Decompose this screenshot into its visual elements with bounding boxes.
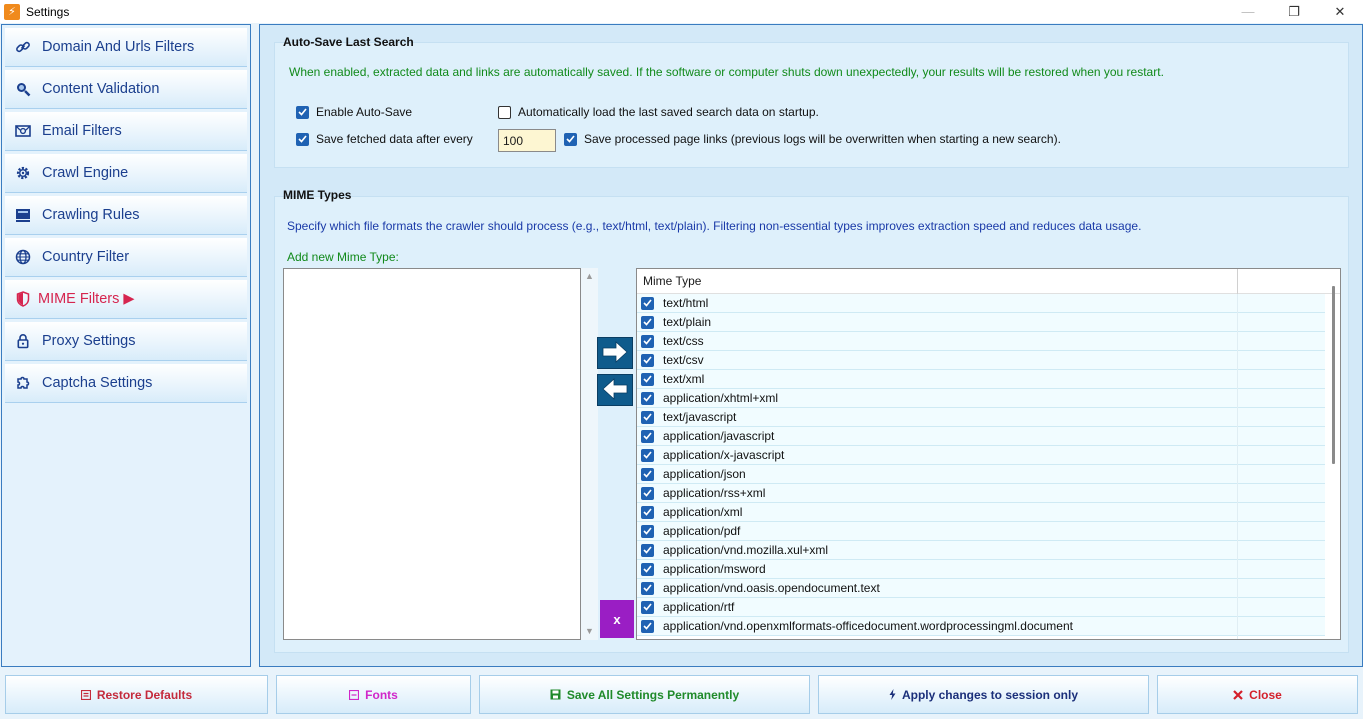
mime-description: Specify which file formats the crawler should process (e.g., text/html, text/plain). Filtering non-essential types improves extraction speed and reduces data usage. <box>287 219 1142 233</box>
mime-type-label: application/json <box>663 467 746 481</box>
sidebar-item-label: Email Filters <box>42 123 122 139</box>
sidebar-item-content-validation[interactable] <box>5 70 247 109</box>
check-icon[interactable] <box>641 487 654 500</box>
check-icon[interactable] <box>641 582 654 595</box>
check-icon[interactable] <box>641 468 654 481</box>
check-icon[interactable] <box>641 601 654 614</box>
sidebar-item-email-filters[interactable] <box>5 112 247 151</box>
check-icon[interactable] <box>641 430 654 443</box>
close-icon <box>1233 690 1243 700</box>
check-icon[interactable] <box>641 449 654 462</box>
sidebar-item-label: Proxy Settings <box>42 333 136 349</box>
table-row[interactable] <box>637 560 1325 579</box>
mime-type-label: application/msword <box>663 562 766 576</box>
sidebar-item-label: Captcha Settings <box>42 375 153 391</box>
sidebar-item-domain-filters[interactable] <box>5 28 247 67</box>
close-button[interactable] <box>1157 675 1358 714</box>
table-row[interactable] <box>637 522 1325 541</box>
column-divider <box>1237 269 1238 294</box>
apply-session-button[interactable] <box>818 675 1149 714</box>
sidebar-item-label: Country Filter <box>42 249 130 265</box>
check-icon[interactable] <box>641 373 654 386</box>
check-icon[interactable] <box>641 411 654 424</box>
mime-type-label: text/xml <box>663 372 705 386</box>
delete-mime-button[interactable]: x <box>600 600 634 638</box>
scroll-down-icon[interactable]: ▼ <box>585 626 594 636</box>
sidebar <box>1 24 251 667</box>
scroll-up-icon[interactable]: ▲ <box>585 271 594 281</box>
sidebar-item-label: MIME Filters ▶ <box>38 291 135 307</box>
remove-from-list-button[interactable] <box>597 374 633 406</box>
save-links-checkbox[interactable] <box>564 132 1061 146</box>
add-mime-label: Add new Mime Type: <box>287 250 399 264</box>
column-divider <box>1237 294 1238 640</box>
table-row[interactable] <box>637 389 1325 408</box>
check-icon[interactable] <box>641 335 654 348</box>
save-all-button[interactable] <box>479 675 810 714</box>
sidebar-item-mime-filters[interactable] <box>5 280 247 319</box>
apply-session-label: Apply changes to session only <box>901 687 1079 702</box>
close-window-button[interactable]: ✕ <box>1334 3 1346 19</box>
minimize-button[interactable]: — <box>1241 4 1255 19</box>
mime-type-label: application/vnd.oasis.opendocument.text <box>663 581 880 595</box>
check-icon[interactable] <box>641 620 654 633</box>
mime-type-label: application/rtf <box>663 600 735 614</box>
table-row[interactable] <box>637 598 1325 617</box>
title-bar <box>0 0 1363 23</box>
table-row[interactable] <box>637 313 1325 332</box>
check-icon[interactable] <box>641 316 654 329</box>
check-icon[interactable] <box>641 563 654 576</box>
sidebar-item-country-filter[interactable] <box>5 238 247 277</box>
fonts-label: Fonts <box>365 687 398 702</box>
check-icon[interactable] <box>641 392 654 405</box>
save-every-checkbox[interactable] <box>296 132 473 146</box>
table-row[interactable] <box>637 579 1325 598</box>
check-icon <box>296 106 309 119</box>
check-icon <box>564 133 577 146</box>
restore-defaults-label: Restore Defaults <box>96 687 193 702</box>
sidebar-item-label: Content Validation <box>42 81 160 97</box>
autoload-label: Automatically load the last saved search data on startup. <box>518 105 819 119</box>
textarea-scrollbar[interactable] <box>581 268 598 640</box>
table-row[interactable] <box>637 541 1325 560</box>
save-every-input[interactable]: 100 <box>498 129 556 152</box>
shield-icon <box>14 290 32 308</box>
mime-type-label: text/javascript <box>663 410 737 424</box>
autosave-description: When enabled, extracted data and links are automatically saved. If the software or computer shuts down unexpectedly, your results will be restored when you restart. <box>289 65 1164 79</box>
fonts-button[interactable] <box>276 675 471 714</box>
table-row[interactable] <box>637 408 1325 427</box>
mime-type-label: text/plain <box>663 315 712 329</box>
link-icon <box>14 38 32 56</box>
table-row[interactable] <box>637 427 1325 446</box>
table-row[interactable] <box>637 503 1325 522</box>
gear-icon <box>14 164 32 182</box>
close-label: Close <box>1249 687 1282 702</box>
checkbox-empty-icon <box>498 106 511 119</box>
table-row[interactable] <box>637 446 1325 465</box>
table-row[interactable] <box>637 351 1325 370</box>
add-to-list-button[interactable] <box>597 337 633 369</box>
arrow-left-icon <box>601 378 629 403</box>
arrow-right-icon <box>601 341 629 366</box>
mime-type-label: text/html <box>663 296 709 310</box>
mime-type-label: application/xhtml+xml <box>663 391 779 405</box>
mime-type-label: text/css <box>663 334 704 348</box>
mime-type-label: application/vnd.openxmlformats-officedocument.wordprocessingml.document <box>663 619 1073 633</box>
search-icon <box>14 80 32 98</box>
mime-type-list <box>636 268 1341 640</box>
list-scrollbar-thumb[interactable] <box>1332 286 1335 464</box>
autoload-checkbox[interactable] <box>498 105 819 119</box>
app-icon: ⚡ <box>4 4 20 20</box>
mime-type-label: application/vnd.mozilla.xul+xml <box>663 543 829 557</box>
enable-autosave-label: Enable Auto-Save <box>316 105 413 119</box>
table-row[interactable] <box>637 484 1325 503</box>
email-icon <box>14 122 32 140</box>
sidebar-item-label: Domain And Urls Filters <box>42 39 195 55</box>
rules-icon <box>14 206 32 224</box>
sidebar-item-captcha-settings[interactable] <box>5 364 247 403</box>
table-row[interactable] <box>637 370 1325 389</box>
check-icon[interactable] <box>641 506 654 519</box>
restore-icon <box>81 690 91 700</box>
check-icon[interactable] <box>641 297 654 310</box>
table-row[interactable] <box>637 294 1325 313</box>
mime-type-label: application/javascript <box>663 429 775 443</box>
mime-type-label: application/x-javascript <box>663 448 785 462</box>
mime-type-label: application/rss+xml <box>663 486 766 500</box>
puzzle-icon <box>14 374 32 392</box>
mime-type-label: application/pdf <box>663 524 741 538</box>
mime-title: MIME Types <box>283 188 352 202</box>
check-icon <box>296 133 309 146</box>
sidebar-item-label: Crawl Engine <box>42 165 129 181</box>
save-all-label: Save All Settings Permanently <box>566 687 740 702</box>
restore-defaults-button[interactable] <box>5 675 268 714</box>
fonts-icon <box>349 690 359 700</box>
sidebar-item-crawl-engine[interactable] <box>5 154 247 193</box>
add-mime-textarea[interactable] <box>283 268 581 640</box>
check-icon[interactable] <box>641 354 654 367</box>
lightning-icon <box>889 689 896 700</box>
save-every-label: Save fetched data after every <box>316 132 473 146</box>
table-row[interactable] <box>637 617 1325 636</box>
enable-autosave-checkbox[interactable] <box>296 105 412 119</box>
table-row[interactable] <box>637 332 1325 351</box>
sidebar-item-proxy-settings[interactable] <box>5 322 247 361</box>
check-icon[interactable] <box>641 544 654 557</box>
window-title: Settings <box>26 4 70 19</box>
save-icon <box>550 689 561 700</box>
globe-icon <box>14 248 32 266</box>
autosave-title: Auto-Save Last Search <box>283 35 414 49</box>
mime-type-label: text/csv <box>663 353 704 367</box>
mime-type-label: application/xml <box>663 505 743 519</box>
mime-type-column-header[interactable]: Mime Type <box>637 269 1340 294</box>
save-links-label: Save processed page links (previous logs will be overwritten when starting a new search). <box>584 132 1061 146</box>
sidebar-item-crawling-rules[interactable] <box>5 196 247 235</box>
sidebar-item-label: Crawling Rules <box>42 207 140 223</box>
restore-button[interactable]: ❐ <box>1288 3 1300 19</box>
lock-icon <box>14 332 32 350</box>
check-icon[interactable] <box>641 525 654 538</box>
table-row[interactable] <box>637 465 1325 484</box>
